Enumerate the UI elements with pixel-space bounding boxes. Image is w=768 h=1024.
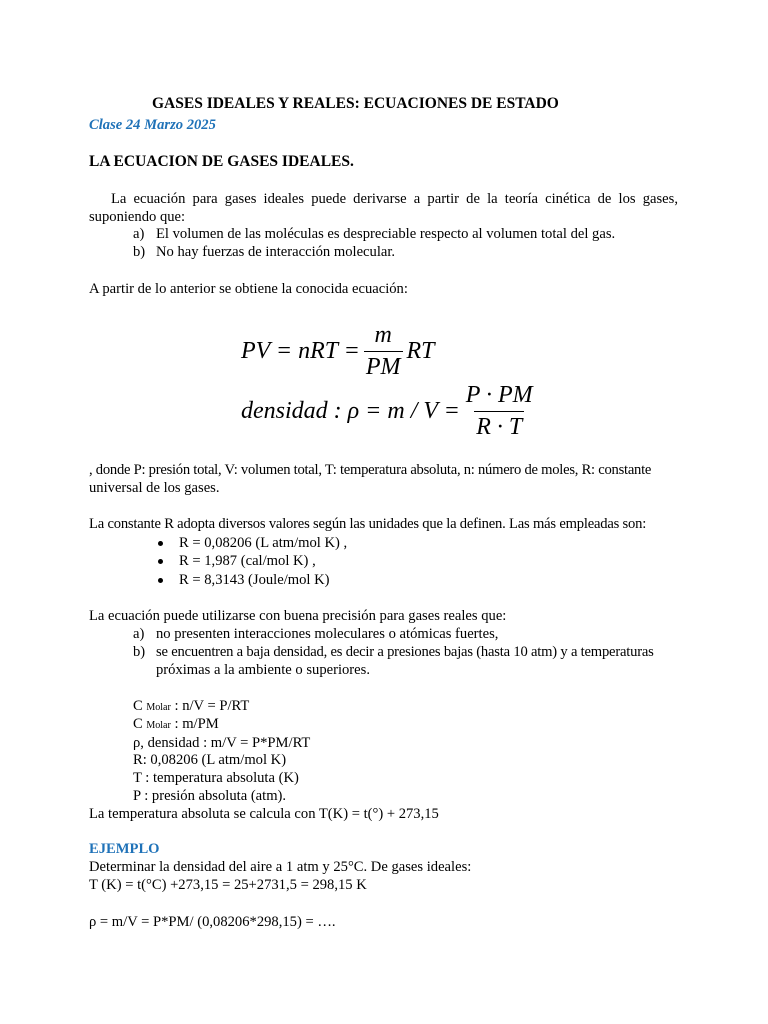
- r-formula: R: 0,08206 (L atm/mol K): [133, 752, 287, 768]
- density-equation: [241, 382, 539, 441]
- eq1-left: PV = nRT =: [241, 338, 360, 364]
- absolute-temperature: La temperatura absoluta se calcula con T(K) = t(°) + 273,15: [89, 806, 439, 822]
- example-line-2: T (K) = t(°C) +273,15 = 25+2731,5 = 298,15 K: [89, 877, 367, 893]
- r-value: R = 0,08206 (L atm/mol K) ,: [179, 535, 348, 551]
- eq2-denominator: R · T: [474, 411, 524, 441]
- r-value: R = 8,3143 (Joule/mol K): [179, 572, 330, 588]
- assumption-text: No hay fuerzas de interacción molecular.: [156, 244, 396, 260]
- formula-subscript: Molar: [146, 702, 171, 713]
- p-formula: P : presión absoluta (atm).: [133, 788, 287, 804]
- assumption-text: El volumen de las moléculas es despreciable respecto al volumen total del gas.: [156, 226, 616, 242]
- condition-marker: b): [133, 644, 146, 660]
- example-heading: EJEMPLO: [89, 841, 160, 857]
- density-formula: ρ, densidad : m/V = P*PM/RT: [133, 735, 311, 751]
- t-formula: T : temperatura absoluta (K): [133, 770, 299, 786]
- intro-line-2: suponiendo que:: [89, 209, 186, 225]
- assumption-marker: a): [133, 226, 145, 242]
- real-gases-intro: La ecuación puede utilizarse con buena precisión para gases reales que:: [89, 608, 507, 624]
- bullet-icon: [158, 534, 163, 552]
- example-line-1: Determinar la densidad del aire a 1 atm y 25°C. De gases ideales:: [89, 859, 472, 875]
- eq2-numerator: P · PM: [465, 382, 533, 408]
- lead-in: A partir de lo anterior se obtiene la conocida ecuación:: [89, 281, 408, 297]
- eq1-fraction: [364, 322, 403, 381]
- eq1-denominator: PM: [364, 351, 403, 381]
- page-title: GASES IDEALES Y REALES: ECUACIONES DE ESTADO: [152, 95, 559, 112]
- molar-concentration-formula: [133, 697, 249, 717]
- formula-symbol: C: [133, 698, 143, 714]
- condition-text: no presenten interacciones moleculares o atómicas fuertes,: [156, 626, 499, 642]
- condition-marker: a): [133, 626, 145, 642]
- eq1-numerator: m: [374, 322, 392, 348]
- molar-concentration-formula-2: [133, 715, 219, 735]
- intro-line-1: La ecuación para gases ideales puede derivarse a partir de la teoría cinética de los gases,: [111, 191, 678, 207]
- definitions-line-2: universal de los gases.: [89, 480, 220, 496]
- condition-text-continued: próximas a la ambiente o superiores.: [156, 662, 370, 678]
- example-line-3: ρ = m/V = P*PM/ (0,08206*298,15) = ….: [89, 914, 336, 930]
- definitions-line-1: , donde P: presión total, V: volumen total, T: temperatura absoluta, n: número de moles, R: constante: [89, 462, 652, 478]
- ideal-gas-equation: [241, 322, 435, 381]
- eq2-fraction: [464, 382, 535, 441]
- formula-expression: : n/V = P/RT: [174, 698, 250, 714]
- class-date: Clase 24 Marzo 2025: [89, 117, 216, 133]
- bullet-icon: [158, 571, 163, 589]
- eq2-left: densidad : ρ = m / V =: [241, 398, 460, 424]
- formula-symbol: C: [133, 716, 143, 732]
- constant-intro: La constante R adopta diversos valores según las unidades que la definen. Las más empleadas son:: [89, 516, 647, 532]
- eq1-right: RT: [406, 338, 435, 364]
- r-value: R = 1,987 (cal/mol K) ,: [179, 553, 316, 569]
- formula-expression: : m/PM: [174, 716, 219, 732]
- bullet-icon: [158, 552, 163, 570]
- assumption-marker: b): [133, 244, 146, 260]
- section-heading: LA ECUACION DE GASES IDEALES.: [89, 153, 354, 170]
- formula-subscript: Molar: [146, 720, 171, 731]
- condition-text: se encuentren a baja densidad, es decir a presiones bajas (hasta 10 atm) y a temperaturas: [156, 644, 654, 660]
